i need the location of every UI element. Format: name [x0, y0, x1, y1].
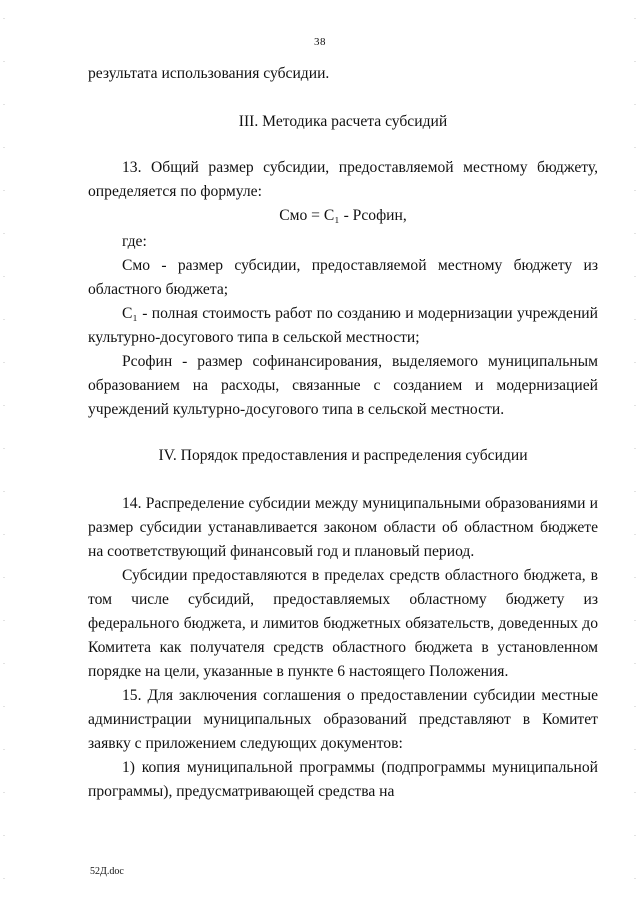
paragraph-14-subsidies: Субсидии предоставляются в пределах средств областного бюджета, в том числе субсидий, предоставляемых областному бюджету из федерального бюджета, и лимитов бюджетных обязательств, доведенных до Комитета как получателя средств областного бюджета в установленном порядке на цели, указанные в пункте 6 настоящего Положения. [88, 567, 598, 680]
section-heading-4: IV. Порядок предоставления и распределения субсидии [158, 447, 528, 464]
formula-where: где: [122, 233, 147, 250]
definition-smo: Смо - размер субсидии, предоставляемой местному бюджету из областного бюджета; [88, 257, 598, 298]
paragraph-15: 15. Для заключения соглашения о предоставлении субсидии местные администрации муниципальных образований представляют в Комитет заявку с приложением следующих документов: [88, 687, 598, 752]
paragraph-continuation: результата использования субсидии. [88, 65, 330, 82]
paragraph-15-item-1: 1) копия муниципальной программы (подпрограммы муниципальной программы), предусматривающей средства на [88, 759, 598, 800]
definition-rsofin: Рсофин - размер софинансирования, выделяемого муниципальным образованием на расходы, связанные с созданием и модернизацией учреждений культурно-досугового типа в сельской местности. [88, 353, 598, 418]
scan-margin-right [634, 0, 636, 905]
section-heading-3: III. Методика расчета субсидий [238, 113, 448, 130]
formula: Смо = С₁ - Рсофин, [279, 207, 407, 224]
document-body [88, 62, 598, 804]
paragraph-14: 14. Распределение субсидии между муниципальными образованиями и размер субсидии устанавливается законом области об областном бюджете на соответствующий финансовый год и плановый период. [88, 495, 598, 560]
paragraph-13: 13. Общий размер субсидии, предоставляемой местному бюджету, определяется по формуле: [88, 159, 598, 200]
file-name-footer: 52Д.doc [90, 866, 124, 877]
definition-c1: С₁ - полная стоимость работ по созданию и модернизации учреждений культурно-досугового типа в сельской местности; [88, 305, 598, 346]
scan-margin-left [3, 0, 5, 905]
page-number: 38 [314, 36, 326, 48]
